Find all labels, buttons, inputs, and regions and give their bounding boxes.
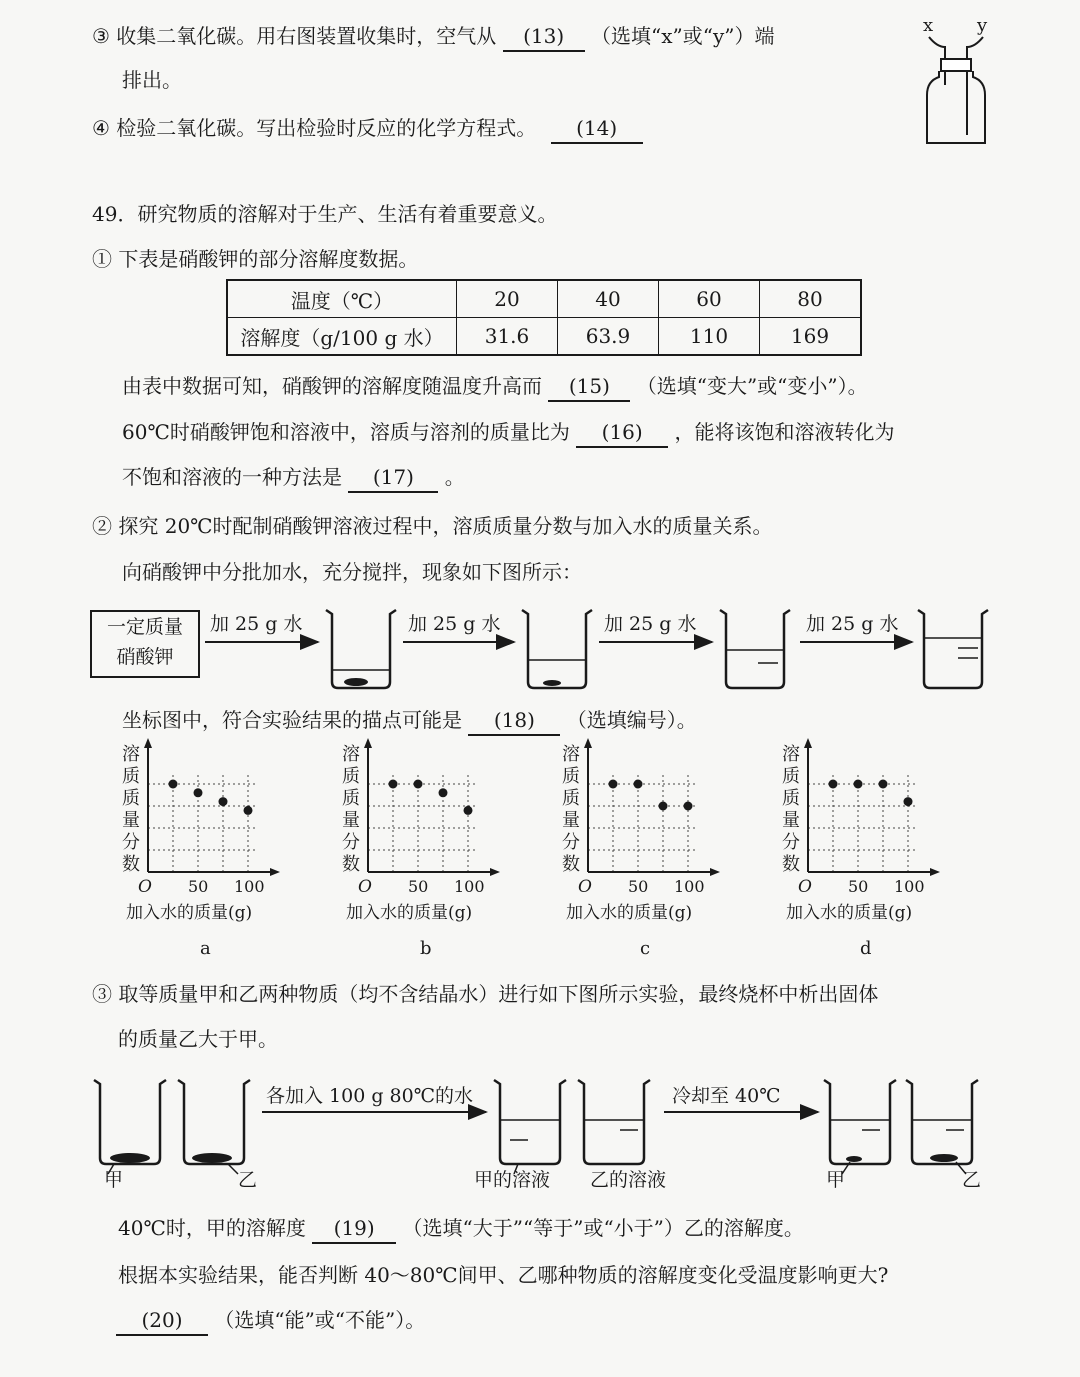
x-tick-label: 50 bbox=[628, 877, 649, 896]
data-point bbox=[829, 780, 838, 789]
table-cell: 31.6 bbox=[457, 318, 558, 356]
q49-part3-q2-answer bbox=[116, 1306, 425, 1336]
origin-label: O bbox=[798, 877, 812, 897]
q49-part2-question bbox=[122, 706, 697, 736]
label-jia-solution: 甲的溶液 bbox=[474, 1169, 551, 1191]
y-axis-label-char: 数 bbox=[122, 854, 140, 875]
data-point bbox=[439, 788, 448, 797]
arrow-add-hot-water bbox=[262, 1085, 486, 1112]
x-tick-label: 100 bbox=[234, 877, 265, 896]
y-axis-label-char: 质 bbox=[342, 788, 360, 809]
y-axis-label-char: 质 bbox=[562, 788, 580, 809]
y-axis-label-char: 分 bbox=[782, 832, 800, 853]
arrow-cool bbox=[664, 1085, 818, 1112]
arrow-label: 加 25 g 水 bbox=[806, 613, 899, 635]
answer-blank-16[interactable]: (16) bbox=[576, 418, 668, 448]
y-axis-label-char: 数 bbox=[342, 854, 360, 875]
graph-b bbox=[338, 740, 518, 965]
y-axis-label-char: 量 bbox=[342, 810, 360, 831]
text: 探究 20℃时配制硝酸钾溶液过程中，溶质质量分数与加入水的质量关系。 bbox=[118, 514, 773, 538]
x-axis-arrow bbox=[930, 868, 940, 876]
origin-label: O bbox=[138, 877, 152, 897]
x-axis-arrow bbox=[710, 868, 720, 876]
dissolution-process-diagram bbox=[0, 600, 1080, 695]
beaker-yi-solution bbox=[578, 1080, 650, 1164]
beaker-jia-final bbox=[824, 1080, 896, 1174]
q49-part1-intro bbox=[92, 245, 418, 273]
data-point bbox=[464, 806, 473, 815]
label-jia: 甲 bbox=[104, 1169, 124, 1191]
gas-bottle-diagram bbox=[915, 15, 995, 150]
table-cell: 169 bbox=[760, 318, 862, 356]
table-cell: 40 bbox=[558, 280, 659, 318]
x-axis-arrow bbox=[490, 868, 500, 876]
y-axis-label-char: 量 bbox=[782, 810, 800, 831]
table-header: 温度（℃） bbox=[227, 280, 457, 318]
x-tick-label: 50 bbox=[848, 877, 869, 896]
table-cell: 63.9 bbox=[558, 318, 659, 356]
data-point bbox=[244, 806, 253, 815]
label-jia-final: 甲 bbox=[826, 1169, 846, 1191]
arrow-label: 加 25 g 水 bbox=[408, 613, 501, 635]
graph-name: d bbox=[860, 938, 872, 959]
beaker-yi-initial bbox=[178, 1080, 250, 1174]
text: （选填编号）。 bbox=[566, 708, 697, 732]
text: 坐标图中，符合实验结果的描点可能是 bbox=[122, 708, 462, 732]
text: ，能将该饱和溶液转化为 bbox=[674, 420, 895, 444]
arrow-add-water-4 bbox=[800, 613, 912, 642]
answer-blank-20[interactable]: (20) bbox=[116, 1306, 208, 1336]
data-point bbox=[634, 780, 643, 789]
y-axis-label-char: 质 bbox=[122, 766, 140, 787]
y-axis-label-char: 分 bbox=[562, 832, 580, 853]
graph-a bbox=[118, 740, 298, 965]
y-axis-arrow bbox=[584, 738, 592, 748]
answer-blank-13[interactable]: (13) bbox=[503, 22, 585, 52]
x-tick-label: 50 bbox=[408, 877, 429, 896]
text: （选填“大于”“等于”或“小于”）乙的溶解度。 bbox=[402, 1216, 804, 1240]
graph-name: c bbox=[640, 938, 651, 959]
beaker-yi-final bbox=[906, 1080, 978, 1174]
q49-part3-line1 bbox=[92, 980, 878, 1008]
q49-part1-line3 bbox=[122, 463, 465, 493]
table-cell: 80 bbox=[760, 280, 862, 318]
q49-part2-line1 bbox=[92, 512, 773, 540]
item-number: ① bbox=[92, 247, 112, 271]
y-axis-arrow bbox=[144, 738, 152, 748]
data-point bbox=[854, 780, 863, 789]
arrow-add-water-1 bbox=[205, 613, 318, 642]
text: 由表中数据可知，硝酸钾的溶解度随温度升高而 bbox=[122, 374, 542, 398]
q49-part3-line2: 的质量乙大于甲。 bbox=[118, 1027, 278, 1051]
box-line: 硝酸钾 bbox=[116, 646, 174, 668]
q48-item3-line1 bbox=[92, 22, 775, 52]
graph-d bbox=[778, 740, 958, 965]
arrow-add-water-3 bbox=[599, 613, 712, 642]
label-y: y bbox=[977, 15, 988, 36]
item-number: ③ bbox=[92, 24, 110, 48]
beaker-3 bbox=[720, 610, 790, 688]
y-axis-label-char: 质 bbox=[122, 788, 140, 809]
data-point bbox=[219, 797, 228, 806]
y-axis-label-char: 质 bbox=[782, 788, 800, 809]
x-axis-label: 加入水的质量(g) bbox=[786, 903, 913, 923]
text: 40℃时，甲的溶解度 bbox=[118, 1216, 306, 1240]
q49-part3-q1 bbox=[118, 1214, 804, 1244]
table-cell: 110 bbox=[659, 318, 760, 356]
beaker-1 bbox=[326, 610, 396, 688]
data-point bbox=[609, 780, 618, 789]
x-axis-label: 加入水的质量(g) bbox=[566, 903, 693, 923]
y-axis-label-char: 质 bbox=[782, 766, 800, 787]
text: （选填“x”或“y”）端 bbox=[591, 24, 775, 48]
graph-name: b bbox=[420, 938, 432, 959]
q49-part3-q2: 根据本实验结果，能否判断 40～80℃间甲、乙哪种物质的溶解度变化受温度影响更大? bbox=[118, 1263, 889, 1287]
q48-item3-line2: 排出。 bbox=[122, 68, 182, 92]
y-axis-label-char: 分 bbox=[122, 832, 140, 853]
table-row bbox=[227, 280, 861, 318]
table-row bbox=[227, 318, 861, 356]
text: 下表是硝酸钾的部分溶解度数据。 bbox=[118, 247, 419, 271]
y-axis-arrow bbox=[804, 738, 812, 748]
data-point bbox=[169, 780, 178, 789]
text: （选填“能”或“不能”）。 bbox=[214, 1308, 426, 1332]
origin-label: O bbox=[578, 877, 592, 897]
label-x: x bbox=[923, 15, 934, 36]
text: 收集二氧化碳。用右图装置收集时，空气从 bbox=[116, 24, 497, 48]
answer-blank-17[interactable]: (17) bbox=[348, 463, 438, 493]
arrow-label: 冷却至 40℃ bbox=[672, 1085, 781, 1107]
answer-blank-19[interactable]: (19) bbox=[312, 1214, 396, 1244]
text: 不饱和溶液的一种方法是 bbox=[122, 465, 342, 489]
data-point bbox=[684, 802, 693, 811]
y-axis-label-char: 溶 bbox=[782, 744, 800, 765]
item-number: ④ bbox=[92, 116, 110, 140]
y-axis-label-char: 质 bbox=[562, 766, 580, 787]
table-cell: 20 bbox=[457, 280, 558, 318]
label-yi-solution: 乙的溶液 bbox=[590, 1169, 667, 1191]
data-point bbox=[659, 802, 668, 811]
origin-label: O bbox=[358, 877, 372, 897]
answer-blank-18[interactable]: (18) bbox=[468, 706, 560, 736]
arrow-add-water-2 bbox=[403, 613, 514, 642]
x-axis-label: 加入水的质量(g) bbox=[126, 903, 253, 923]
answer-blank-15[interactable]: (15) bbox=[548, 372, 630, 402]
y-axis-label-char: 溶 bbox=[122, 744, 140, 765]
y-axis-label-char: 溶 bbox=[562, 744, 580, 765]
answer-blank-14[interactable]: (14) bbox=[551, 114, 643, 144]
beaker-2 bbox=[522, 610, 592, 688]
item-number: ② bbox=[92, 514, 112, 538]
x-tick-label: 100 bbox=[674, 877, 705, 896]
y-axis-label-char: 数 bbox=[782, 854, 800, 875]
data-point bbox=[879, 780, 888, 789]
text: 取等质量甲和乙两种物质（均不含结晶水）进行如下图所示实验，最终烧杯中析出固体 bbox=[118, 982, 879, 1006]
box-line: 一定质量 bbox=[106, 616, 183, 638]
solubility-table bbox=[226, 279, 862, 356]
text: 。 bbox=[444, 465, 465, 489]
q49-part1-line2 bbox=[122, 418, 895, 448]
text: （选填“变大”或“变小”）。 bbox=[636, 374, 868, 398]
y-axis-label-char: 量 bbox=[122, 810, 140, 831]
arrow-label: 各加入 100 g 80℃的水 bbox=[266, 1085, 473, 1107]
q49-part2-line2: 向硝酸钾中分批加水，充分搅拌，现象如下图所示： bbox=[122, 560, 582, 584]
x-tick-label: 50 bbox=[188, 877, 209, 896]
q49-title: 49．研究物质的溶解对于生产、生活有着重要意义。 bbox=[92, 202, 558, 226]
y-axis-label-char: 分 bbox=[342, 832, 360, 853]
label-yi: 乙 bbox=[238, 1169, 258, 1191]
y-axis-label-char: 数 bbox=[562, 854, 580, 875]
graph-name: a bbox=[200, 938, 211, 959]
q49-part1-line1 bbox=[122, 372, 868, 402]
crystallization-diagram bbox=[0, 1068, 1080, 1198]
beaker-jia-initial bbox=[94, 1080, 166, 1174]
arrow-label: 加 25 g 水 bbox=[604, 613, 697, 635]
label-yi-final: 乙 bbox=[962, 1169, 982, 1191]
table-cell: 60 bbox=[659, 280, 760, 318]
data-point bbox=[194, 788, 203, 797]
graph-c bbox=[558, 740, 738, 965]
table-header: 溶解度（g/100 g 水） bbox=[227, 318, 457, 356]
data-point bbox=[904, 797, 913, 806]
x-axis-label: 加入水的质量(g) bbox=[346, 903, 473, 923]
y-axis-label-char: 质 bbox=[342, 766, 360, 787]
q48-item4-line bbox=[92, 114, 643, 144]
data-point bbox=[389, 780, 398, 789]
y-axis-label-char: 量 bbox=[562, 810, 580, 831]
y-axis-arrow bbox=[364, 738, 372, 748]
data-point bbox=[414, 780, 423, 789]
x-axis-arrow bbox=[270, 868, 280, 876]
x-tick-label: 100 bbox=[894, 877, 925, 896]
beaker-jia-solution bbox=[494, 1080, 566, 1174]
y-axis-label-char: 溶 bbox=[342, 744, 360, 765]
item-number: ③ bbox=[92, 982, 112, 1006]
text: 检验二氧化碳。写出检验时反应的化学方程式。 bbox=[116, 116, 537, 140]
beaker-4 bbox=[918, 610, 988, 688]
x-tick-label: 100 bbox=[454, 877, 485, 896]
text: 60℃时硝酸钾饱和溶液中，溶质与溶剂的质量比为 bbox=[122, 420, 570, 444]
arrow-label: 加 25 g 水 bbox=[210, 613, 303, 635]
